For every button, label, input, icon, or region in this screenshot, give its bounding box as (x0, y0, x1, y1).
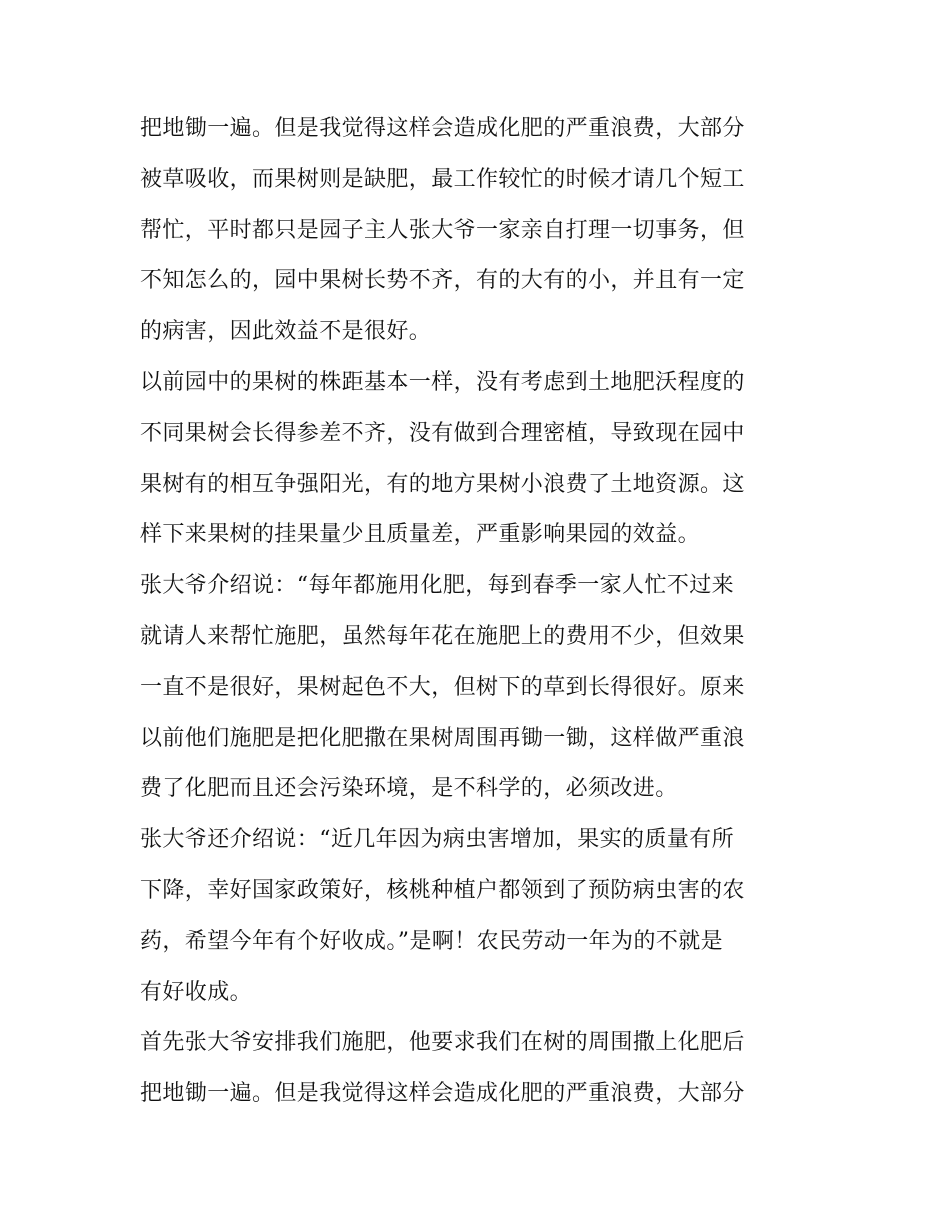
text-line: 药，希望今年有个好收成。”是啊！农民劳动一年为的不就是 (140, 928, 724, 954)
body-text (140, 104, 820, 1120)
text-line: 下降，幸好国家政策好，核桃种植户都领到了预防病虫害的农 (140, 877, 745, 903)
text-line: 就请人来帮忙施肥，虽然每年花在施肥上的费用不少，但效果 (140, 623, 745, 649)
text-line: 首先张大爷安排我们施肥，他要求我们在树的周围撒上化肥后 (140, 1030, 745, 1056)
text-line: 样下来果树的挂果量少且质量差，严重影响果园的效益。 (140, 522, 701, 548)
paragraph-2 (140, 358, 820, 561)
paragraph-4 (140, 815, 820, 1018)
text-line: 的病害，因此效益不是很好。 (140, 319, 432, 345)
text-line: 被草吸收，而果树则是缺肥，最工作较忙的时候才请几个短工 (140, 166, 745, 192)
paragraph-1 (140, 104, 820, 358)
text-line: 张大爷介绍说：“每年都施用化肥，每到春季一家人忙不过来 (140, 573, 735, 599)
text-line: 不知怎么的，园中果树长势不齐，有的大有的小，并且有一定 (140, 268, 745, 294)
text-line: 把地锄一遍。但是我觉得这样会造成化肥的严重浪费，大部分 (140, 1081, 745, 1107)
text-line: 费了化肥而且还会污染环境，是不科学的，必须改进。 (140, 776, 678, 802)
text-line: 张大爷还介绍说：“近几年因为病虫害增加，果实的质量有所 (140, 827, 735, 853)
paragraph-3 (140, 561, 820, 815)
paragraph-5 (140, 1018, 820, 1120)
text-line: 帮忙，平时都只是园子主人张大爷一家亲自打理一切事务，但 (140, 217, 745, 243)
text-line: 一直不是很好，果树起色不大，但树下的草到长得很好。原来 (140, 674, 745, 700)
text-line: 以前他们施肥是把化肥撒在果树周围再锄一锄，这样做严重浪 (140, 725, 745, 751)
text-line: 不同果树会长得参差不齐，没有做到合理密植，导致现在园中 (140, 420, 745, 446)
text-line: 果树有的相互争强阳光，有的地方果树小浪费了土地资源。这 (140, 471, 745, 497)
text-line: 以前园中的果树的株距基本一样，没有考虑到土地肥沃程度的 (140, 369, 745, 395)
text-line: 把地锄一遍。但是我觉得这样会造成化肥的严重浪费，大部分 (140, 116, 745, 141)
text-line: 有好收成。 (140, 979, 253, 1005)
